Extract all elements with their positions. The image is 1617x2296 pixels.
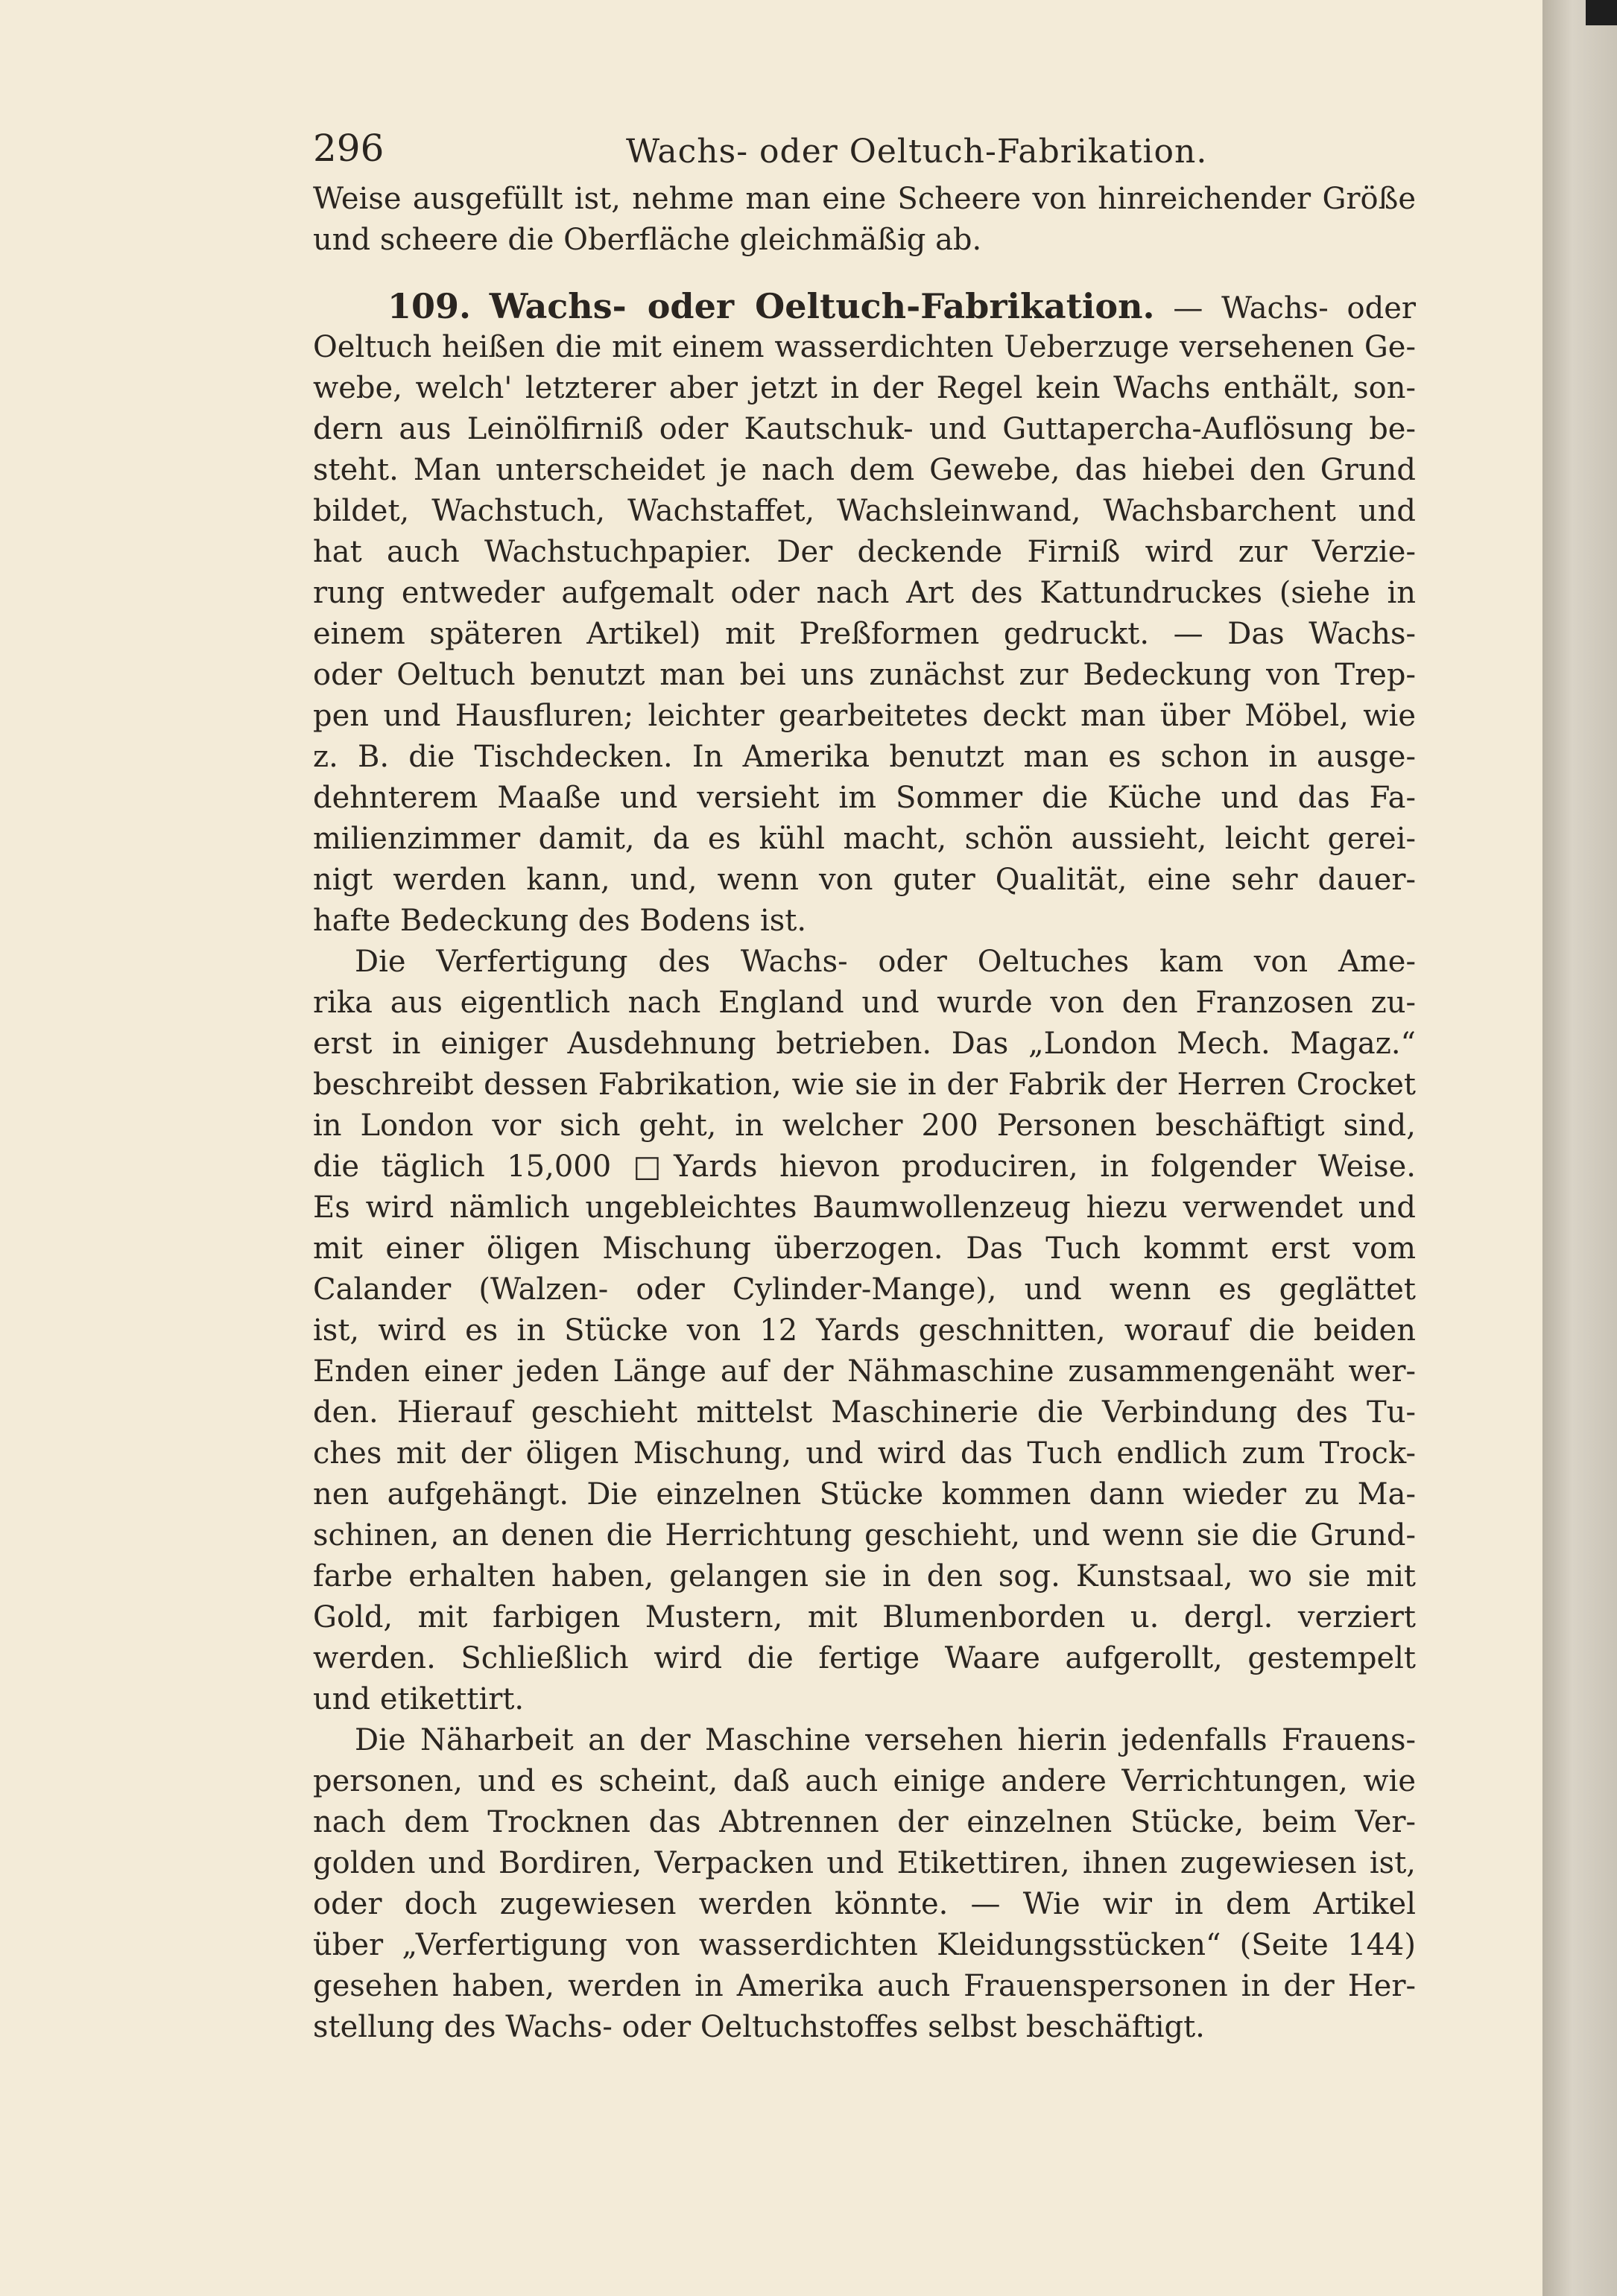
text-line: z. B. die Tischdecken. In Amerika benutzt man es schon in ausge- [313, 740, 1416, 774]
text-line: farbe erhalten haben, gelangen sie in den sog. Kunstsaal, wo sie mit [313, 1559, 1416, 1593]
text-line: Weise ausgefüllt ist, nehme man eine Scheere von hinreichender Größe [313, 182, 1416, 216]
section-heading-line [313, 286, 1416, 327]
page-number: 296 [313, 127, 385, 170]
text-line: rung entweder aufgemalt oder nach Art des Kattundruckes (siehe in [313, 576, 1416, 610]
section-first-line-rest: — Wachs- oder [1173, 291, 1416, 326]
text-line: gesehen haben, werden in Amerika auch Frauenspersonen in der Her- [313, 1969, 1416, 2003]
text-area [313, 127, 1416, 2048]
text-line: nach dem Trocknen das Abtrennen der einzelnen Stücke, beim Ver- [313, 1805, 1416, 1839]
text-line: nen aufgehängt. Die einzelnen Stücke kommen dann wieder zu Ma- [313, 1477, 1416, 1512]
text-line: Calander (Walzen- oder Cylinder-Mange), und wenn es geglättet [313, 1272, 1416, 1307]
text-line: webe, welch' letzterer aber jetzt in der Regel kein Wachs enthält, son- [313, 371, 1416, 405]
text-line: rika aus eigentlich nach England und wurde von den Franzosen zu- [313, 986, 1416, 1020]
section-number: 109. [387, 286, 472, 326]
adjacent-page-edge [1542, 0, 1617, 2296]
text-line: in London vor sich geht, in welcher 200 Personen beschäftigt sind, [313, 1109, 1416, 1143]
text-line: und etikettirt. [313, 1682, 525, 1716]
text-line: nigt werden kann, und, wenn von guter Qualität, eine sehr dauer- [313, 863, 1416, 897]
paragraph-2 [313, 942, 1416, 1720]
text-line: ist, wird es in Stücke von 12 Yards geschnitten, worauf die beiden [313, 1313, 1416, 1348]
text-line: Es wird nämlich ungebleichtes Baumwollenzeug hiezu verwendet und [313, 1190, 1416, 1225]
text-line: beschreibt dessen Fabrikation, wie sie in der Fabrik der Herren Crocket [313, 1068, 1416, 1102]
running-title: Wachs- oder Oeltuch-Fabrikation. [626, 133, 1208, 171]
text-line: schinen, an denen die Herrichtung geschieht, und wenn sie die Grund- [313, 1518, 1416, 1553]
text-line: oder doch zugewiesen werden könnte. — Wie wir in dem Artikel [313, 1887, 1416, 1921]
text-line: werden. Schließlich wird die fertige Waare aufgerollt, gestempelt [313, 1641, 1416, 1675]
text-line: oder Oeltuch benutzt man bei uns zunächst zur Bedeckung von Trep- [313, 658, 1416, 692]
paragraph-3 [313, 1720, 1416, 2048]
text-line: pen und Hausfluren; leichter gearbeitetes deckt man über Möbel, wie [313, 699, 1416, 733]
text-line: stellung des Wachs- oder Oeltuchstoffes selbst beschäftigt. [313, 2010, 1205, 2044]
text-line: steht. Man unterscheidet je nach dem Gewebe, das hiebei den Grund [313, 453, 1416, 487]
text-line: dern aus Leinölfirniß oder Kautschuk- und Guttapercha-Auflösung be- [313, 412, 1416, 446]
text-line: und scheere die Oberfläche gleichmäßig ab. [313, 223, 982, 257]
text-line: Die Näharbeit an der Maschine versehen hierin jedenfalls Frauens- [355, 1723, 1416, 1757]
text-line: hat auch Wachstuchpapier. Der deckende Firniß wird zur Verzie- [313, 535, 1416, 569]
text-line: Enden einer jeden Länge auf der Nähmaschine zusammengenäht wer- [313, 1354, 1416, 1389]
text-line: Oeltuch heißen die mit einem wasserdichten Ueberzuge versehenen Ge- [313, 330, 1416, 364]
text-line: personen, und es scheint, daß auch einige andere Verrichtungen, wie [313, 1764, 1416, 1798]
text-line: Die Verfertigung des Wachs- oder Oeltuches kam von Ame- [355, 945, 1416, 979]
page-header [313, 127, 1416, 179]
text-line: hafte Bedeckung des Bodens ist. [313, 904, 807, 938]
text-line: bildet, Wachstuch, Wachstaffet, Wachsleinwand, Wachsbarchent und [313, 494, 1416, 528]
text-line: ches mit der öligen Mischung, und wird das Tuch endlich zum Trock- [313, 1436, 1416, 1471]
text-line: dehnterem Maaße und versieht im Sommer die Küche und das Fa- [313, 781, 1416, 815]
text-line: über „Verfertigung von wasserdichten Kleidungsstücken“ (Seite 144) [313, 1928, 1416, 1962]
text-line: milienzimmer damit, da es kühl macht, schön aussieht, leicht gerei- [313, 822, 1416, 856]
corner-mark [1586, 0, 1617, 25]
section-title: Wachs- oder Oeltuch-Fabrikation. [489, 286, 1155, 326]
text-line: mit einer öligen Mischung überzogen. Das Tuch kommt erst vom [313, 1231, 1416, 1266]
text-line: golden und Bordiren, Verpacken und Etikettiren, ihnen zugewiesen ist, [313, 1846, 1416, 1880]
text-line: einem späteren Artikel) mit Preßformen gedruckt. — Das Wachs- [313, 617, 1416, 651]
text-line: die täglich 15,000 □Yards hievon produciren, in folgender Weise. [313, 1149, 1416, 1184]
text-line: erst in einiger Ausdehnung betrieben. Das „London Mech. Magaz.“ [313, 1027, 1416, 1061]
intro-paragraph [313, 179, 1416, 261]
text-line: Gold, mit farbigen Mustern, mit Blumenborden u. dergl. verziert [313, 1600, 1416, 1634]
paragraph-1 [313, 327, 1416, 942]
text-line: den. Hierauf geschieht mittelst Maschinerie die Verbindung des Tu- [313, 1395, 1416, 1430]
